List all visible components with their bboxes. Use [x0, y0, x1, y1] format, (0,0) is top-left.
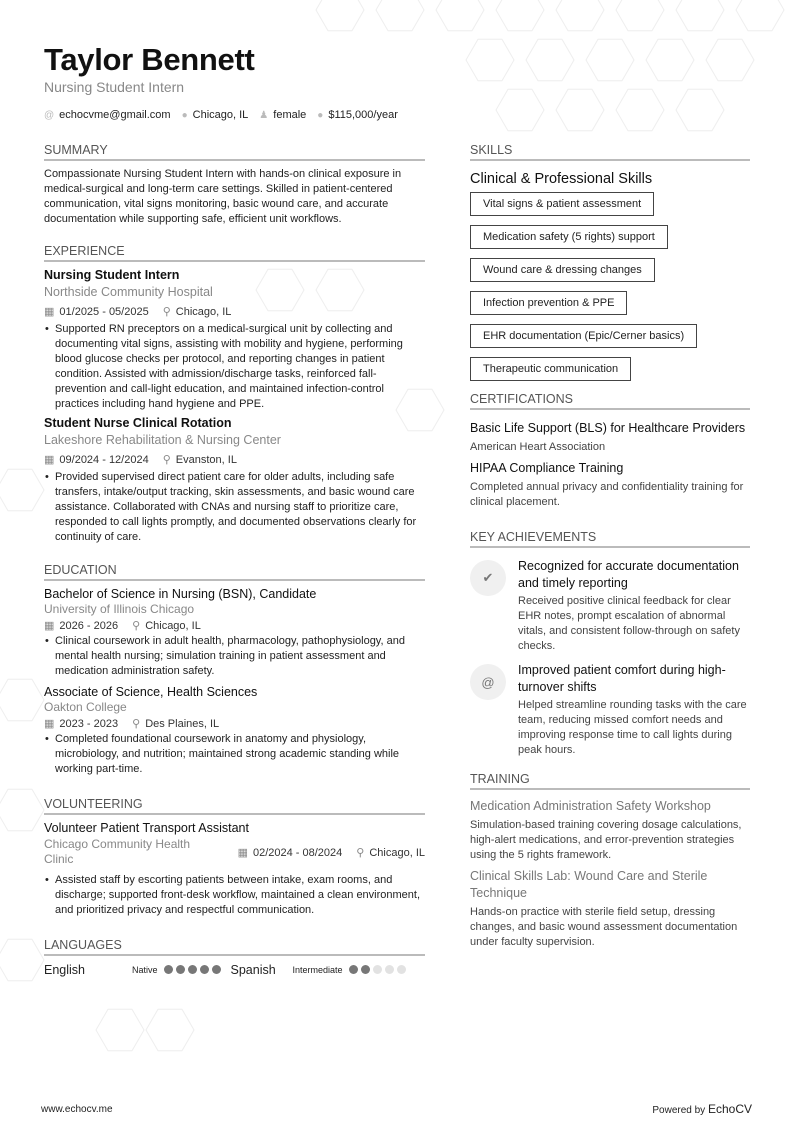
volunteer-title: Volunteer Patient Transport Assistant [44, 821, 249, 835]
location-pin-icon: ⚲ [162, 454, 171, 466]
training-item [470, 868, 750, 950]
language-name: English [44, 963, 85, 977]
skills-heading: SKILLS [470, 143, 750, 161]
location-pin-icon: ⚲ [356, 846, 365, 859]
achievement-desc: Helped streamline rounding tasks with the care team, reducing missed comfort needs and improving response time to call lights during peak hours. [518, 699, 747, 756]
calendar-icon: ▦ [44, 454, 55, 466]
degree: Bachelor of Science in Nursing (BSN), Candidate [44, 587, 317, 601]
contact-location: ● Chicago, IL [181, 109, 249, 121]
language-proficiency-dots [161, 963, 221, 977]
language-proficiency-dots [346, 963, 406, 977]
proficiency-dot [385, 965, 394, 974]
hexagon-shape [316, 0, 364, 31]
job-company: Lakeshore Rehabilitation & Nursing Center [44, 433, 281, 447]
proficiency-dot [349, 965, 358, 974]
contact-email[interactable]: @ echocvme@gmail.com [44, 109, 171, 121]
achievement-item [470, 558, 750, 654]
proficiency-dot [176, 965, 185, 974]
training-desc: Hands-on practice with sterile field setup, dressing changes, and basic wound assessment documentation under faculty supervision. [470, 906, 738, 948]
hexagon-shape [526, 39, 574, 81]
hexagon-shape [616, 89, 664, 131]
certifications-heading: CERTIFICATIONS [470, 392, 750, 410]
achievement-desc: Received positive clinical feedback for clear EHR notes, prompt escalation of abnormal vitals, and consistent follow-through on safety checks. [518, 595, 740, 652]
hexagon-shape [586, 39, 634, 81]
summary-text: Compassionate Nursing Student Intern with hands-on clinical exposure in medical-surgical and long-term care settings. Skilled in patient-centered communication, vital signs monitoring, basic wound care, and accurate documentation while supporting safe, efficient unit workflows. [44, 168, 402, 225]
skill-tag: Infection prevention & PPE [470, 291, 627, 315]
at-icon: @ [470, 664, 506, 700]
experience-item [44, 416, 425, 545]
school: University of Illinois Chicago [44, 602, 195, 616]
calendar-icon: ▦ [237, 846, 248, 859]
location-pin-icon: ● [181, 110, 188, 121]
footer-powered-by: Powered by EchoCV [652, 1102, 752, 1116]
candidate-title: Nursing Student Intern [44, 79, 185, 95]
achievement-item [470, 662, 750, 758]
volunteer-org: Chicago Community Health Clinic [44, 837, 191, 866]
right-column [470, 143, 750, 950]
hexagon-shape [0, 469, 44, 511]
check-circle-icon: ✔ [470, 560, 506, 596]
location-pin-icon: ⚲ [132, 620, 141, 632]
job-title: Nursing Student Intern [44, 268, 180, 282]
degree: Associate of Science, Health Sciences [44, 685, 258, 699]
training-name: Medication Administration Safety Workshop [470, 799, 711, 813]
proficiency-dot [212, 965, 221, 974]
proficiency-dot [164, 965, 173, 974]
skills-list [470, 192, 750, 390]
hexagon-shape [676, 0, 724, 31]
education-bullet: • Clinical coursework in adult health, pharmacology, pathophysiology, and mental health nursing; simulation training in patient assessment and medication administration safety. [44, 634, 425, 679]
skill-tag: Vital signs & patient assessment [470, 192, 654, 216]
at-icon: @ [44, 110, 55, 121]
training-item [470, 798, 750, 863]
proficiency-dot [373, 965, 382, 974]
experience-heading: EXPERIENCE [44, 244, 425, 262]
volunteering-heading: VOLUNTEERING [44, 797, 425, 815]
contact-row [44, 109, 398, 121]
summary-heading: SUMMARY [44, 143, 425, 161]
job-location: ⚲ Chicago, IL [162, 306, 232, 318]
education-item: Associate of Science, Health Sciences Oakton College ▦ 2023 - 2023 ⚲ Des Plaines, IL • Completed foundational coursework in anatomy and physiology, microbiology, and nutrition; maintained strong academic standing while working part-time. [44, 685, 425, 777]
training-heading: TRAINING [470, 772, 750, 790]
hexagon-shape [646, 39, 694, 81]
language-level: Intermediate [292, 965, 343, 975]
job-dates: ▦ 09/2024 - 12/2024 [44, 454, 149, 466]
training-name: Clinical Skills Lab: Wound Care and Sterile Technique [470, 869, 708, 900]
footer-website[interactable]: www.echocv.me [41, 1104, 113, 1115]
left-column [44, 143, 425, 977]
language-level: Native [132, 965, 158, 975]
certification-name: HIPAA Compliance Training [470, 461, 624, 475]
hexagon-shape [496, 89, 544, 131]
job-bullet: • Provided supervised direct patient care for older adults, including safe transfers, intake/output tracking, skin assessments, and basic wound care assistance. Collaborated with CNAs and nursing staff to prioritize care, responded to call lights promptly, and documented observations clearly for continuity of care. [44, 470, 425, 545]
candidate-name: Taylor Bennett [44, 42, 255, 77]
volunteer-bullet: • Assisted staff by escorting patients between intake, exam rooms, and discharge; supported front-desk workflow, maintained a clean environment, and prioritized privacy and respectful communication. [44, 873, 425, 918]
certification-name: Basic Life Support (BLS) for Healthcare Providers [470, 421, 746, 435]
hexagon-shape [0, 679, 44, 721]
contact-gender: ♟ female [259, 109, 307, 121]
hexagon-shape [96, 1009, 144, 1051]
brand-logo: EchoCV [707, 1102, 752, 1116]
money-icon: ● [317, 110, 324, 121]
location-pin-icon: ⚲ [132, 718, 141, 730]
languages-heading: LANGUAGES [44, 938, 425, 956]
achievement-title: Recognized for accurate documentation and timely reporting [518, 559, 739, 590]
hexagon-shape [706, 39, 754, 81]
volunteering-item: Volunteer Patient Transport Assistant Chicago Community Health Clinic ▦ 02/2024 - 08/2024 ⚲ Chicago, IL • Assisted staff by escorting patients between intake, exam rooms, and discharge; supported front-desk workflow, maintained a clean environment, and prioritized privacy and respectful communication. [44, 821, 425, 918]
hexagon-shape [0, 939, 44, 981]
education-item: Bachelor of Science in Nursing (BSN), Candidate University of Illinois Chicago ▦ 2026 - 2026 ⚲ Chicago, IL • Clinical coursework in adult health, pharmacology, pathophysiology, and mental health nursing; simulation training in patient assessment and medication administration safety. [44, 587, 425, 679]
languages-row [44, 963, 425, 977]
hexagon-shape [556, 0, 604, 31]
experience-item [44, 268, 425, 412]
location-pin-icon: ⚲ [162, 306, 171, 318]
hexagon-shape [0, 789, 44, 831]
hexagon-shape [436, 0, 484, 31]
hexagon-shape [736, 0, 784, 31]
certification-item [470, 460, 750, 510]
certification-desc: American Heart Association [470, 441, 606, 453]
calendar-icon: ▦ [44, 718, 55, 730]
job-bullet: • Supported RN preceptors on a medical-surgical unit by collecting and documenting vital signs, assisting with mobility and hygiene, performing blood glucose checks per protocol, and reporting changes in patient condition. Assisted with admission/discharge tasks, reinforced fall-prevention and call-light education, and maintained infection-control practices including hand hygiene and PPE. [44, 322, 425, 412]
hexagon-shape [496, 0, 544, 31]
job-company: Northside Community Hospital [44, 285, 213, 299]
hexagon-shape [556, 89, 604, 131]
skill-tag: EHR documentation (Epic/Cerner basics) [470, 324, 697, 348]
contact-salary: ● $115,000/year [317, 109, 398, 121]
hexagon-shape [376, 0, 424, 31]
certification-desc: Completed annual privacy and confidentiality training for clinical placement. [470, 481, 744, 508]
school: Oakton College [44, 700, 127, 714]
education-bullet: • Completed foundational coursework in anatomy and physiology, microbiology, and nutrition; maintained strong academic standing while working part-time. [44, 732, 425, 777]
calendar-icon: ▦ [44, 306, 55, 318]
proficiency-dot [188, 965, 197, 974]
proficiency-dot [397, 965, 406, 974]
achievement-title: Improved patient comfort during high-turnover shifts [518, 663, 726, 694]
person-icon: ♟ [259, 110, 269, 121]
hexagon-shape [146, 1009, 194, 1051]
skills-group-title: Clinical & Professional Skills [470, 171, 653, 187]
proficiency-dot [361, 965, 370, 974]
hexagon-shape [676, 89, 724, 131]
skill-tag: Wound care & dressing changes [470, 258, 655, 282]
job-location: ⚲ Evanston, IL [162, 454, 237, 466]
skill-tag: Therapeutic communication [470, 357, 631, 381]
proficiency-dot [200, 965, 209, 974]
certification-item [470, 420, 750, 455]
hexagon-shape [466, 39, 514, 81]
skill-tag: Medication safety (5 rights) support [470, 225, 668, 249]
job-dates: ▦ 01/2025 - 05/2025 [44, 306, 149, 318]
calendar-icon: ▦ [44, 620, 55, 632]
training-desc: Simulation-based training covering dosage calculations, high-alert medications, and error-prevention strategies using the 5 rights framework. [470, 819, 742, 861]
language-name: Spanish [230, 963, 276, 977]
education-heading: EDUCATION [44, 563, 425, 581]
job-title: Student Nurse Clinical Rotation [44, 416, 232, 430]
hexagon-shape [616, 0, 664, 31]
achievements-heading: KEY ACHIEVEMENTS [470, 530, 750, 548]
